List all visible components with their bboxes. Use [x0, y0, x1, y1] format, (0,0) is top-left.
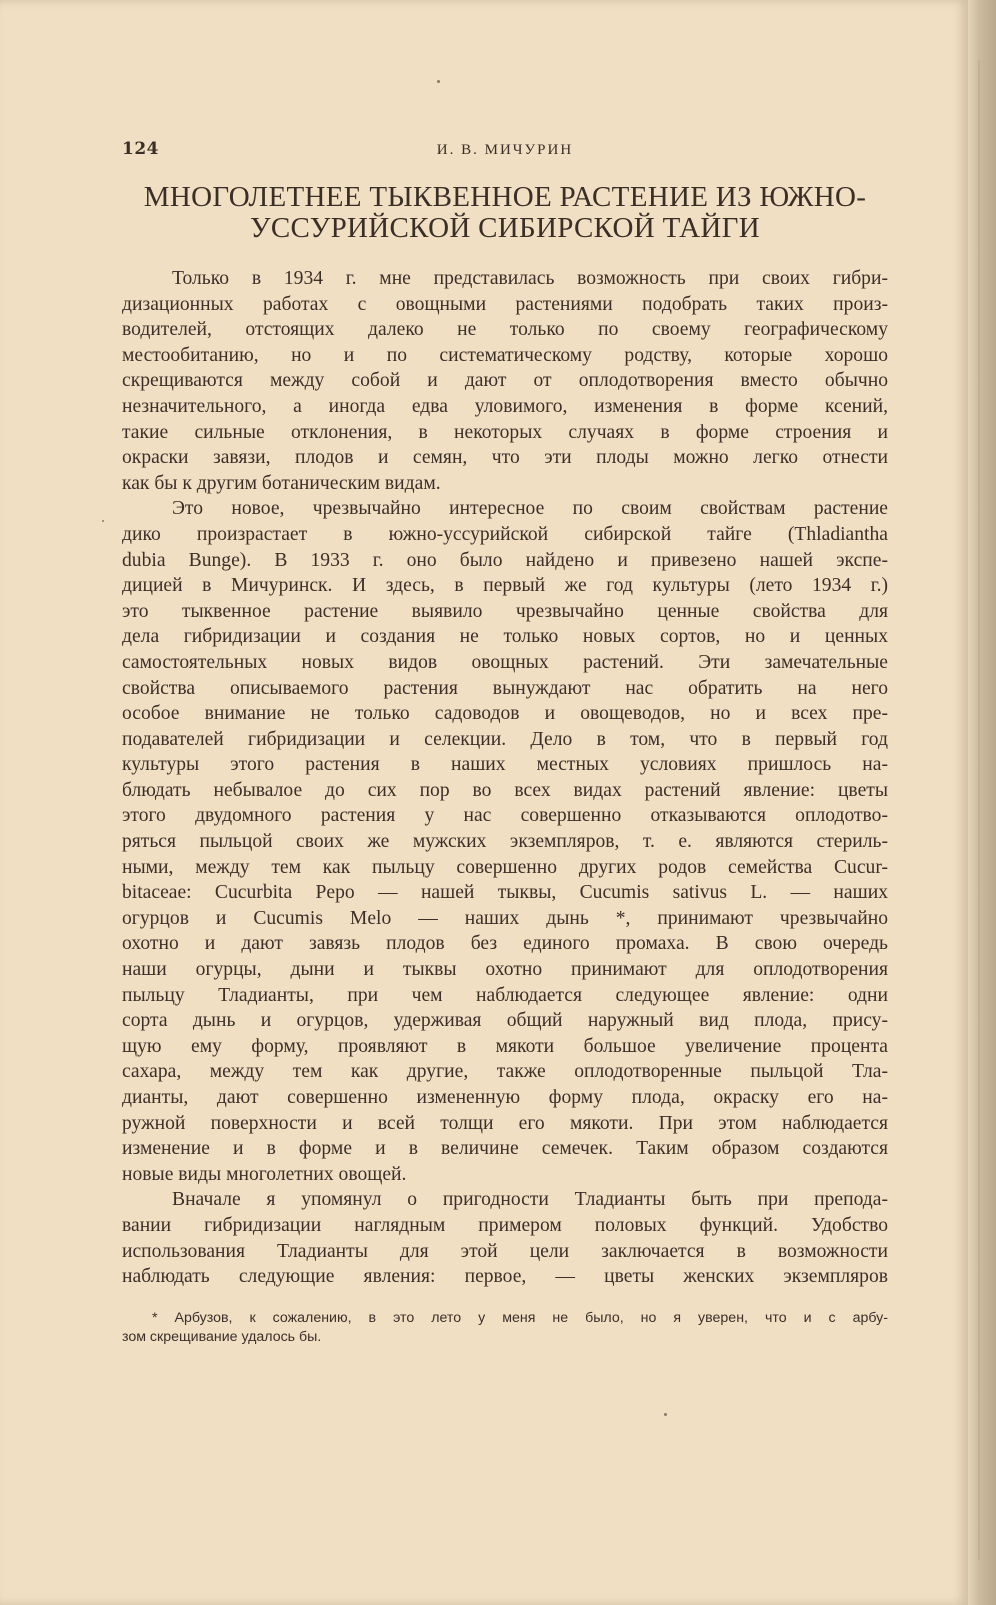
text-line: использования Тладианты для этой цели заключается в возможности	[122, 1240, 888, 1262]
text-line: скрещиваются между собой и дают от оплодотворения вместо обычно	[122, 370, 888, 392]
footnote	[122, 1309, 888, 1347]
paragraph-3	[122, 1187, 888, 1289]
text-line: ружной поверхности и всей толщи его мякоти. При этом наблюдается	[122, 1112, 888, 1134]
article-body	[122, 266, 888, 1290]
dust-speck	[102, 520, 104, 522]
text-line: дицией в Мичуринск. И здесь, в первый же год культуры (лето 1934 г.)	[122, 575, 888, 597]
text-line: окраски завязи, плодов и семян, что эти плоды можно легко отнести	[122, 447, 888, 469]
text-line: пыльцу Тладианты, при чем наблюдается следующее явление: одни	[122, 984, 888, 1006]
paragraph-2	[122, 496, 888, 1187]
text-line: дизационных работах с овощными растениями подобрать таких произ-	[122, 293, 888, 315]
page-number: 124	[122, 139, 159, 159]
text-line: сорта дынь и огурцов, удерживая общий наружный вид плода, прису-	[122, 1010, 888, 1032]
text-line: охотно и дают завязь плодов без единого промаха. В свою очередь	[122, 933, 888, 955]
text-line: изменение и в форме и в величине семечек. Таким образом создаются	[122, 1138, 888, 1160]
text-line: подавателей гибридизации и селекции. Дело в том, что в первый год	[122, 728, 888, 750]
text-line: этого двудомного растения у нас совершенно отказываются оплодотво-	[122, 805, 888, 827]
text-line: bitaceae: Cucurbita Pepo — нашей тыквы, Cucumis sativus L. — наших	[122, 882, 888, 904]
text-line: дико произрастает в южно-уссурийской сибирской тайге (Thladiantha	[122, 523, 888, 545]
title-line: МНОГОЛЕТНЕЕ ТЫКВЕННОЕ РАСТЕНИЕ ИЗ ЮЖНО-	[143, 181, 867, 213]
text-line: это тыквенное растение выявило чрезвычайно ценные свойства для	[122, 600, 888, 622]
text-line: Это новое, чрезвычайно интересное по своим свойствам растение	[172, 498, 888, 520]
text-line: культуры этого растения в наших местных условиях пришлось на-	[122, 754, 888, 776]
text-line: дела гибридизации и создания не только новых сортов, но и ценных	[122, 626, 888, 648]
text-line: Вначале я упомянул о пригодности Тладианты быть при препода-	[172, 1189, 888, 1211]
paragraph-1	[122, 266, 888, 496]
text-line: дианты, дают совершенно измененную форму плода, окраску его на-	[122, 1087, 888, 1108]
text-line: такие сильные отклонения, в некоторых случаях в форме строения и	[122, 421, 888, 443]
text-line: местообитанию, но и по систематическому родству, которые хорошо	[122, 344, 888, 366]
text-line: наши огурцы, дыни и тыквы охотно принимают для оплодотворения	[122, 959, 888, 981]
text-line: ными, между тем как пыльцу совершенно других родов семейства Cucur-	[122, 856, 888, 878]
article-title	[122, 182, 888, 244]
running-head	[122, 139, 888, 163]
text-line: сахара, между тем как другие, также оплодотворенные пыльцой Тла-	[122, 1061, 888, 1083]
text-line: наблюдать следующие явления: первое, — цветы женских экземпляров	[122, 1266, 888, 1288]
dust-speck	[664, 1413, 667, 1416]
text-line: водителей, отстоящих далеко не только по своему географическому	[122, 319, 888, 341]
dust-speck	[437, 80, 440, 83]
text-line: вании гибридизации наглядным примером половых функций. Удобство	[122, 1214, 888, 1236]
text-line: щую ему форму, проявляют в мякоти большое увеличение процента	[122, 1035, 888, 1057]
text-line: Только в 1934 г. мне представилась возможность при своих гибри-	[172, 268, 888, 289]
text-line: новые виды многолетних овощей.	[122, 1163, 407, 1185]
text-line: огурцов и Cucumis Melo — наших дынь *, принимают чрезвычайно	[122, 907, 888, 929]
footnote-line: зом скрещивание удалось бы.	[122, 1329, 322, 1345]
page-edge-line	[978, 60, 980, 1560]
text-line: особое внимание не только садоводов и овощеводов, но и всех пре-	[122, 703, 888, 725]
footnote-line: * Арбузов, к сожалению, в это лето у меня не было, но я уверен, что и с арбу-	[152, 1310, 888, 1326]
text-line: dubia Bunge). В 1933 г. оно было найдено и привезено нашей экспе-	[122, 549, 888, 571]
text-line: ряться пыльцой своих же мужских экземпляров, т. е. являются стериль-	[122, 831, 888, 853]
text-line: блюдать небывалое до сих пор во всех видах растений явление: цветы	[122, 779, 888, 801]
text-line: свойства описываемого растения вынуждают нас обратить на него	[122, 677, 888, 699]
running-title: И. В. МИЧУРИН	[436, 142, 574, 158]
text-line: как бы к другим ботаническим видам.	[122, 472, 441, 494]
page-edge	[968, 0, 996, 1605]
text-line: самостоятельных новых видов овощных растений. Эти замечательные	[122, 651, 888, 673]
title-line: УССУРИЙСКОЙ СИБИРСКОЙ ТАЙГИ	[250, 212, 760, 244]
text-line: незначительного, а иногда едва уловимого, изменения в форме ксений,	[122, 395, 888, 417]
